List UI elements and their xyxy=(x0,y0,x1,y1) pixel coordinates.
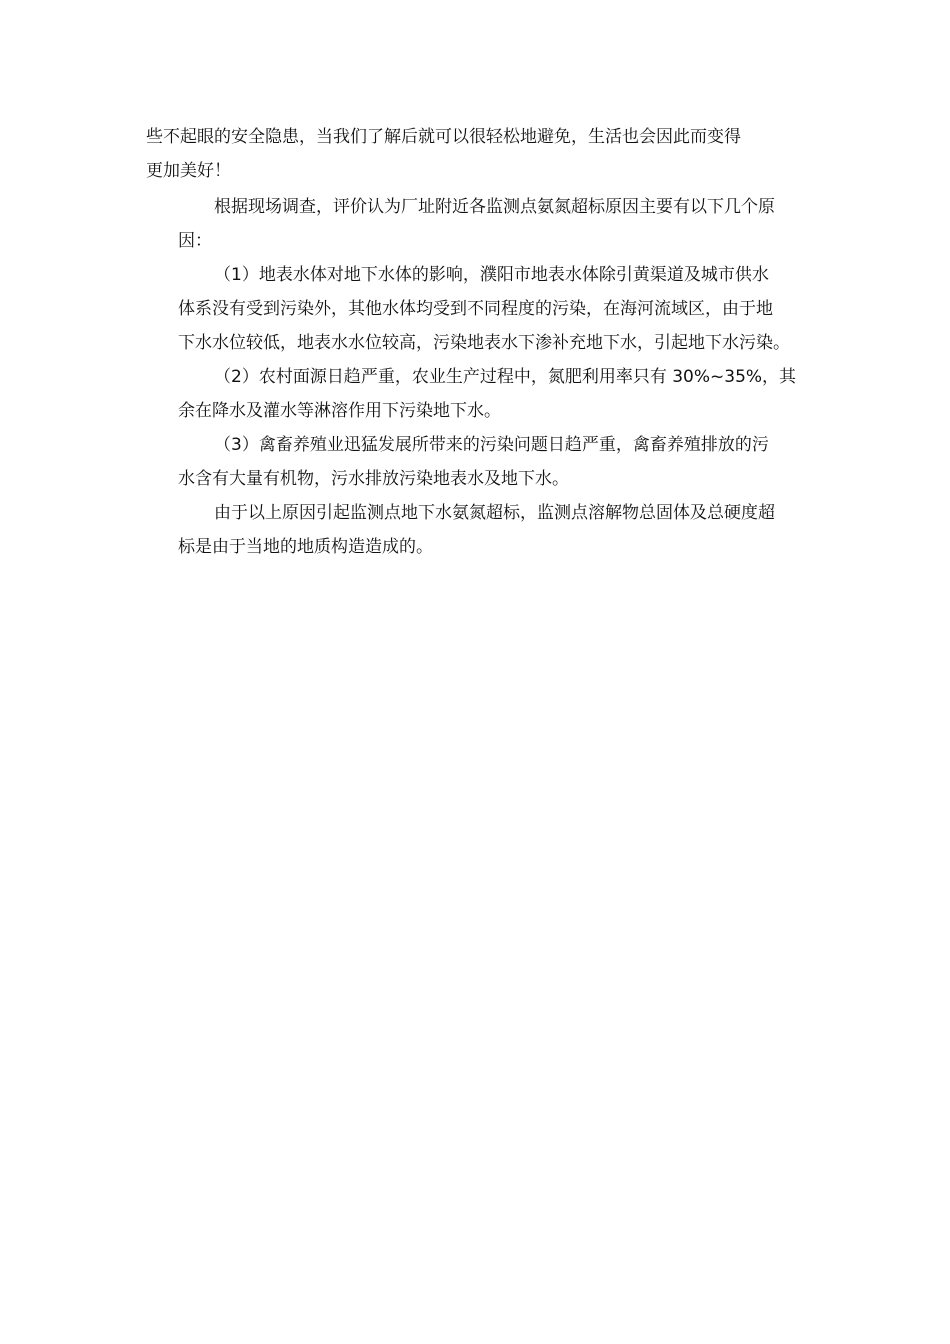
text-line: 由于以上原因引起监测点地下水氨氮超标，监测点溶解物总固体及总硬度超 xyxy=(214,503,775,523)
text-line: 标是由于当地的地质构造造成的。 xyxy=(178,537,433,557)
paragraph-survey-summary xyxy=(178,190,775,258)
text-line: （2）农村面源日趋严重，农业生产过程中，氮肥利用率只有 30%~35%，其 xyxy=(214,367,797,387)
text-line: 余在降水及灌水等淋溶作用下污染地下水。 xyxy=(178,401,501,421)
text-line: 更加美好！ xyxy=(146,161,231,181)
text-line: 因： xyxy=(178,231,212,251)
text-line: （3）禽畜养殖业迅猛发展所带来的污染问题日趋严重，禽畜养殖排放的污 xyxy=(214,435,769,455)
text-line: 下水水位较低，地表水水位较高，污染地表水下渗补充地下水，引起地下水污染。 xyxy=(178,333,790,353)
paragraph-reason-1 xyxy=(178,258,790,360)
paragraph-reason-3 xyxy=(178,428,769,496)
paragraph-conclusion xyxy=(178,496,775,564)
paragraph-intro-continuation xyxy=(146,120,741,188)
text-line: 些不起眼的安全隐患，当我们了解后就可以很轻松地避免，生活也会因此而变得 xyxy=(146,127,741,147)
text-line: 体系没有受到污染外，其他水体均受到不同程度的污染，在海河流域区，由于地 xyxy=(178,299,773,319)
text-line: 根据现场调查，评价认为厂址附近各监测点氨氮超标原因主要有以下几个原 xyxy=(214,197,775,217)
paragraph-reason-2 xyxy=(178,360,796,428)
text-line: （1）地表水体对地下水体的影响，濮阳市地表水体除引黄渠道及城市供水 xyxy=(214,265,769,285)
text-line: 水含有大量有机物，污水排放污染地表水及地下水。 xyxy=(178,469,569,489)
